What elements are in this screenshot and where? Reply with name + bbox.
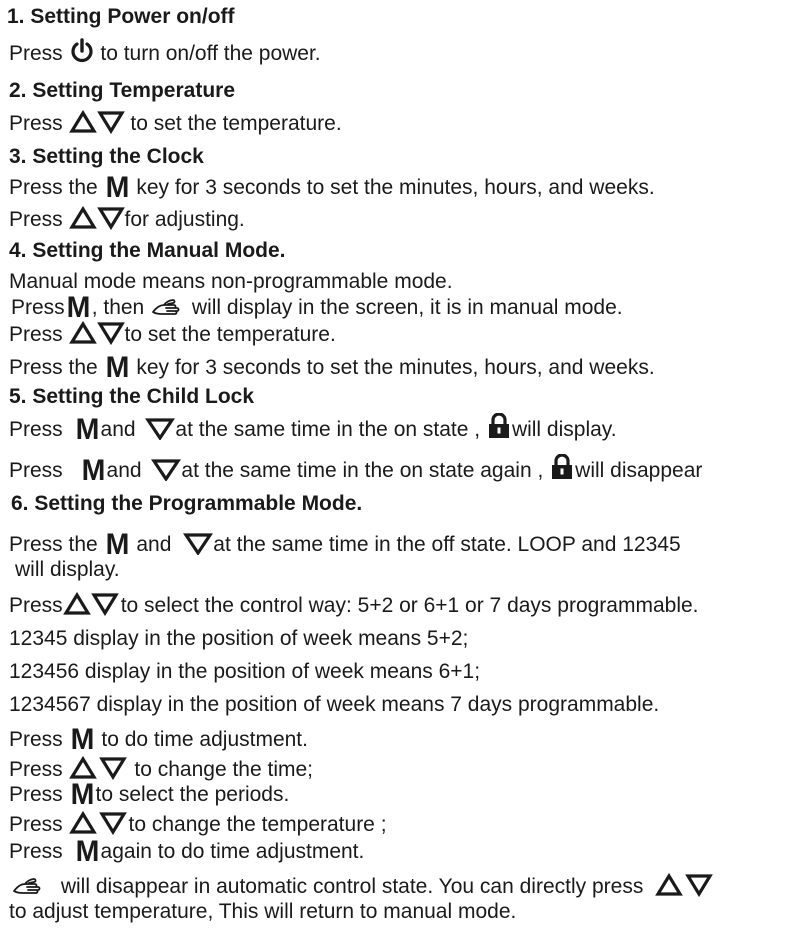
prog-line-9: Press to change the temperature ; [9,813,387,836]
up-down-triangle-icon [655,873,715,897]
prog-line-1: Press the M and at the same time in the off state. LOOP and 12345 [9,528,681,561]
prog-line-3: 12345 display in the position of week means 5+2; [9,627,469,650]
child-lock-line-1: Press Mand at the same time in the on state , will display. [9,413,617,446]
m-key-icon: M [75,835,99,868]
power-line: Press to turn on/off the power. [9,38,321,67]
power-icon [69,38,95,64]
lock-icon [549,454,575,480]
down-triangle-icon [151,457,181,481]
child-lock-line-2: Press Mand at the same time in the on state again , will disappear [9,454,703,487]
clock-line-1: Press the M key for 3 seconds to set the minutes, hours, and weeks. [9,171,655,204]
down-triangle-icon [183,531,213,555]
up-down-triangle-icon [63,592,121,616]
manual-line-2: PressM, then will display in the screen, it is in manual mode. [11,291,623,324]
heading-manual-mode: 4. Setting the Manual Mode. [9,239,286,262]
m-key-icon: M [70,778,94,811]
m-key-icon: M [75,413,99,446]
clock-line-2: Press for adjusting. [9,208,245,231]
prog-line-5: 1234567 display in the position of week means 7 days programmable. [9,693,660,716]
heading-programmable-mode: 6. Setting the Programmable Mode. [11,492,363,515]
prog-line-11: will disappear in automatic control state. You can directly press [11,873,715,900]
up-down-triangle-icon [69,321,125,345]
prog-line-4: 123456 display in the position of week means 6+1; [9,660,481,683]
temperature-line: Press to set the temperature. [9,112,342,135]
up-down-triangle-icon [69,206,125,230]
prog-line-2: Press to select the control way: 5+2 or 6+1 or 7 days programmable. [9,594,699,617]
m-key-icon: M [66,291,91,324]
prog-line-6: Press M to do time adjustment. [9,723,308,756]
prog-line-8: Press Mto select the periods. [9,778,290,811]
prog-line-10: Press Magain to do time adjustment. [9,835,365,868]
down-triangle-icon [145,416,175,440]
up-down-triangle-icon [69,110,125,134]
m-key-icon: M [70,723,94,756]
manual-line-4: Press the M key for 3 seconds to set the minutes, hours, and weeks. [9,351,655,384]
prog-line-12: to adjust temperature, This will return to manual mode. [9,900,517,923]
prog-line-7: Press to change the time; [9,758,313,781]
heading-power: 1. Setting Power on/off [7,5,235,28]
heading-child-lock: 5. Setting the Child Lock [9,385,255,408]
manual-line-3: Press to set the temperature. [9,323,336,346]
prog-line-1b: will display. [15,558,120,581]
up-down-triangle-icon [69,756,129,780]
heading-clock: 3. Setting the Clock [9,145,204,168]
hand-icon [150,296,186,318]
heading-temperature: 2. Setting Temperature [9,79,235,102]
m-key-icon: M [81,454,105,487]
manual-line-1: Manual mode means non-programmable mode. [9,270,453,293]
m-key-icon: M [105,351,129,384]
m-key-icon: M [105,171,129,204]
m-key-icon: M [105,528,129,561]
up-down-triangle-icon [69,811,129,835]
lock-icon [486,413,512,439]
hand-icon [11,875,47,897]
